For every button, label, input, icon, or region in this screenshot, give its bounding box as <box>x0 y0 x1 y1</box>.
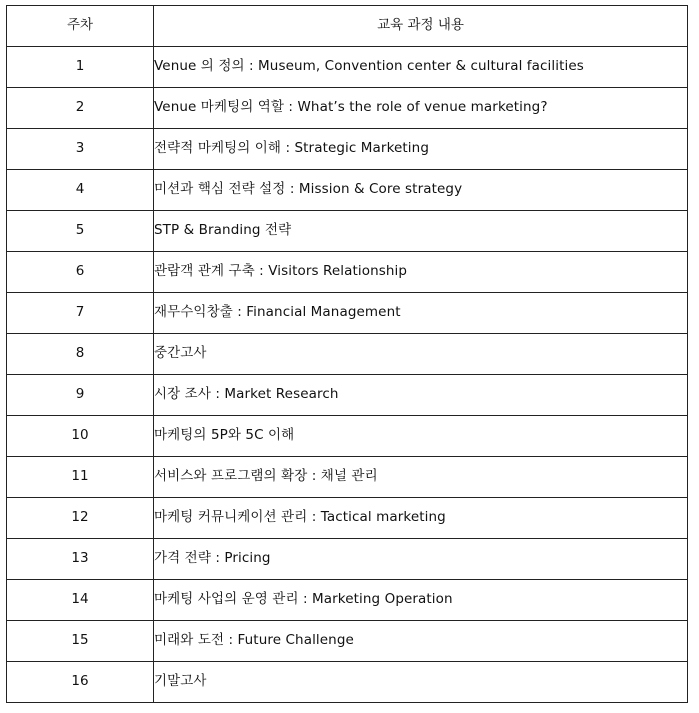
week-number: 4 <box>7 170 154 211</box>
week-number: 11 <box>7 457 154 498</box>
course-topic: 마케팅 사업의 운영 관리 : Marketing Operation <box>154 580 688 621</box>
course-topic: Venue 의 정의 : Museum, Convention center & cultural facilities <box>154 47 688 88</box>
week-number: 9 <box>7 375 154 416</box>
week-number: 2 <box>7 88 154 129</box>
week-number: 6 <box>7 252 154 293</box>
table-header-row <box>7 6 688 47</box>
table-row <box>7 621 688 662</box>
course-topic: 기말고사 <box>154 662 688 703</box>
course-topic: 미래와 도전 : Future Challenge <box>154 621 688 662</box>
week-number: 16 <box>7 662 154 703</box>
table-row <box>7 375 688 416</box>
week-number: 3 <box>7 129 154 170</box>
week-number: 5 <box>7 211 154 252</box>
topic-column-header: 교육 과정 내용 <box>154 6 688 47</box>
week-number: 15 <box>7 621 154 662</box>
course-topic: 가격 전략 : Pricing <box>154 539 688 580</box>
week-number: 14 <box>7 580 154 621</box>
course-topic: Venue 마케팅의 역할 : What’s the role of venue marketing? <box>154 88 688 129</box>
table-row <box>7 88 688 129</box>
week-number: 7 <box>7 293 154 334</box>
course-topic: STP & Branding 전략 <box>154 211 688 252</box>
table-row <box>7 416 688 457</box>
table-row <box>7 47 688 88</box>
table-row <box>7 334 688 375</box>
week-number: 12 <box>7 498 154 539</box>
table-row <box>7 170 688 211</box>
table-row <box>7 457 688 498</box>
week-number: 8 <box>7 334 154 375</box>
course-schedule-table <box>6 5 688 703</box>
course-schedule <box>6 5 688 703</box>
table-row <box>7 498 688 539</box>
course-topic: 전략적 마케팅의 이해 : Strategic Marketing <box>154 129 688 170</box>
course-topic: 시장 조사 : Market Research <box>154 375 688 416</box>
course-topic: 재무수익창출 : Financial Management <box>154 293 688 334</box>
table-row <box>7 211 688 252</box>
table-row <box>7 252 688 293</box>
table-row <box>7 539 688 580</box>
course-topic: 마케팅의 5P와 5C 이해 <box>154 416 688 457</box>
week-number: 13 <box>7 539 154 580</box>
table-row <box>7 293 688 334</box>
course-topic: 중간고사 <box>154 334 688 375</box>
table-body <box>7 47 688 703</box>
course-topic: 마케팅 커뮤니케이션 관리 : Tactical marketing <box>154 498 688 539</box>
course-topic: 미션과 핵심 전략 설정 : Mission & Core strategy <box>154 170 688 211</box>
week-number: 1 <box>7 47 154 88</box>
week-number: 10 <box>7 416 154 457</box>
week-column-header: 주차 <box>7 6 154 47</box>
table-row <box>7 129 688 170</box>
course-topic: 서비스와 프로그램의 확장 : 채널 관리 <box>154 457 688 498</box>
table-row <box>7 662 688 703</box>
table-row <box>7 580 688 621</box>
course-topic: 관람객 관계 구축 : Visitors Relationship <box>154 252 688 293</box>
